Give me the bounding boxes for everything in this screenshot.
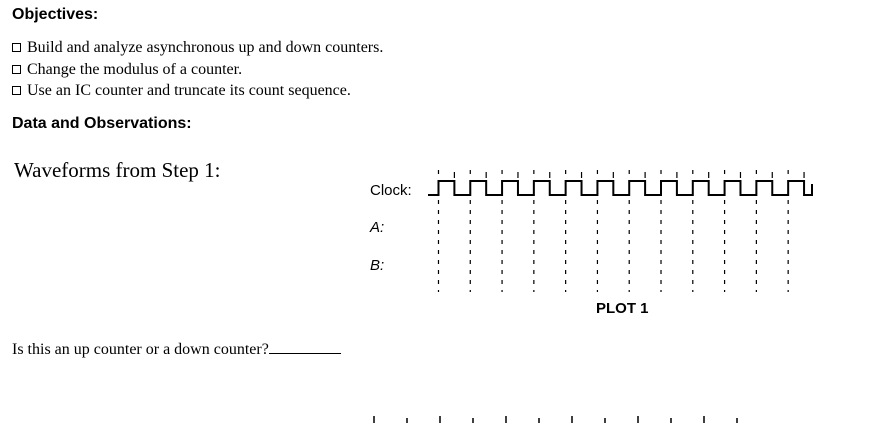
waveforms-title: Waveforms from Step 1: bbox=[14, 158, 221, 182]
data-observations-heading: Data and Observations: bbox=[12, 115, 192, 132]
objective-text: Use an IC counter and truncate its count sequence. bbox=[27, 82, 351, 99]
objectives-heading: Objectives: bbox=[12, 6, 99, 23]
bottom-tick-marks bbox=[370, 410, 750, 417]
objective-text: Change the modulus of a counter. bbox=[27, 60, 243, 78]
plot-caption: PLOT 1 bbox=[596, 300, 649, 317]
clock-label: Clock: bbox=[370, 182, 412, 199]
a-label: A: bbox=[370, 219, 385, 236]
objective-text: Build and analyze asynchronous up and down counters. bbox=[27, 39, 384, 56]
question-text: Is this an up counter or a down counter? bbox=[12, 341, 269, 358]
question bbox=[12, 339, 341, 359]
answer-blank[interactable] bbox=[269, 339, 341, 354]
clock-waveform bbox=[428, 181, 812, 195]
b-label: B: bbox=[370, 257, 385, 274]
